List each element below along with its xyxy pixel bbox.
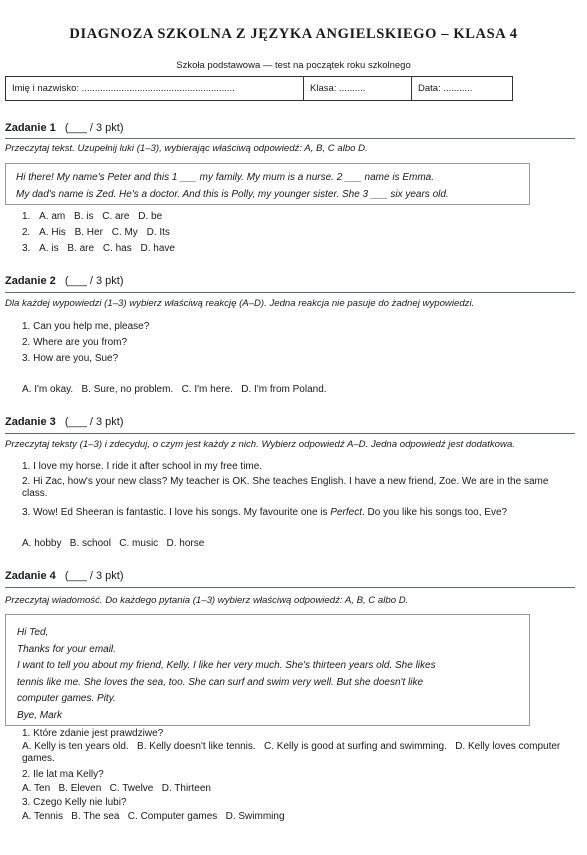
- task4-question-3-options: A. Tennis B. The sea C. Computer games D. Swimming: [22, 811, 285, 822]
- name-field[interactable]: Imię i nazwisko: ..........................................................: [12, 83, 235, 94]
- task3-text-3-start: 3. Wow! Ed Sheeran is fantastic. I love his songs. My favourite one is: [22, 507, 331, 518]
- option-b[interactable]: B. is: [74, 211, 94, 222]
- letter-line: Thanks for your email.: [17, 643, 116, 655]
- letter-line: I want to tell you about my friend, Kelly. I like her very much. She's thirteen years old. She likes: [17, 660, 436, 671]
- task1-text-line: Hi there! My name's Peter and this 1 ___ my family. My mum is a nurse. 2 ___ name is Emma.: [16, 172, 434, 183]
- task2-points: (___ / 3 pkt): [64, 275, 124, 287]
- task4-question-1: 1. Które zdanie jest prawdziwe?: [22, 728, 164, 739]
- task3-title: Zadanie 3: [5, 416, 56, 428]
- option-b[interactable]: B. Her: [74, 227, 103, 238]
- task2-instruction: Dla każdej wypowiedzi (1–3) wybierz właściwą reakcję (A–D). Jedna reakcja nie pasuje do żadnej wypowiedzi.: [5, 298, 475, 309]
- option-d[interactable]: D. Its: [146, 227, 170, 238]
- class-field[interactable]: Klasa: ..........: [310, 83, 366, 94]
- task1-rule: [5, 138, 575, 139]
- task2-heading: [5, 275, 124, 287]
- task4-letter-box: [5, 614, 530, 726]
- option-c[interactable]: C. has: [102, 243, 132, 254]
- song-title: Perfect: [330, 507, 362, 518]
- task2-answer-options: A. I'm okay. B. Sure, no problem. C. I'm here. D. I'm from Poland.: [22, 384, 327, 395]
- option-a[interactable]: A. am: [39, 211, 66, 222]
- option-c[interactable]: C. My: [111, 227, 138, 238]
- task4-points: (___ / 3 pkt): [64, 570, 124, 582]
- task2-title: Zadanie 2: [5, 275, 56, 287]
- date-field[interactable]: Data: ...........: [418, 83, 473, 94]
- task1-text-box: [5, 163, 530, 205]
- item-number: 1.: [22, 211, 31, 222]
- page-title: DIAGNOZA SZKOLNA Z JĘZYKA ANGIELSKIEGO – KLASA 4: [69, 26, 518, 42]
- task3-text-3: [22, 507, 507, 518]
- task3-answer-options: A. hobby B. school C. music D. horse: [22, 538, 205, 549]
- task4-question-1-options: A. Kelly is ten years old. B. Kelly doesn't like tennis. C. Kelly is good at surfing and swimming. D. Kelly loves computer games.: [22, 741, 564, 764]
- page-subtitle: Szkoła podstawowa — test na początek roku szkolnego: [176, 60, 411, 71]
- task3-points: (___ / 3 pkt): [64, 416, 124, 428]
- task3-heading: [5, 416, 124, 428]
- task1-option-row: [22, 227, 176, 238]
- item-number: 2.: [22, 227, 31, 238]
- task3-rule: [5, 433, 575, 434]
- task2-question: 2. Where are you from?: [22, 337, 128, 348]
- option-a[interactable]: A. is: [39, 243, 59, 254]
- task1-heading: [5, 122, 124, 134]
- task1-option-row: [22, 211, 168, 222]
- task4-question-2: 2. Ile lat ma Kelly?: [22, 769, 104, 780]
- task1-option-row: [22, 243, 181, 254]
- option-d[interactable]: D. have: [140, 243, 175, 254]
- item-number: 3.: [22, 243, 31, 254]
- task4-rule: [5, 587, 575, 588]
- task2-rule: [5, 292, 575, 293]
- task1-instruction: Przeczytaj tekst. Uzupełnij luki (1–3), wybierając właściwą odpowiedź: A, B, C albo D.: [5, 143, 368, 154]
- letter-line: Bye, Mark: [17, 709, 63, 721]
- task4-heading: [5, 570, 124, 582]
- student-info-box: [5, 76, 513, 101]
- letter-line: tennis like me. She loves the sea, too. She can surf and swim very well. But she doesn't like: [17, 676, 424, 688]
- task2-question: 1. Can you help me, please?: [22, 321, 150, 332]
- task3-text-3-end: . Do you like his songs too, Eve?: [361, 507, 508, 518]
- letter-line: computer games. Pity.: [17, 693, 116, 704]
- task3-instruction: Przeczytaj teksty (1–3) i zdecyduj, o czym jest każdy z nich. Wybierz odpowiedź A–D. Jedna odpowiedź jest dodatkowa.: [5, 439, 515, 450]
- option-c[interactable]: C. are: [102, 211, 130, 222]
- option-b[interactable]: B. are: [67, 243, 95, 254]
- task4-title: Zadanie 4: [5, 570, 56, 582]
- task3-text-1: 1. I love my horse. I ride it after school in my free time.: [22, 461, 263, 472]
- task3-text-2: 2. Hi Zac, how's your new class? My teacher is OK. She teaches English. I have a new friend, Zoe. We are in the same class.: [22, 476, 549, 499]
- option-d[interactable]: D. be: [138, 211, 163, 222]
- task1-text-line: My dad's name is Zed. He's a doctor. And this is Polly, my younger sister. She 3 ___ six years old.: [16, 188, 449, 200]
- letter-line: Hi Ted,: [17, 627, 49, 638]
- option-a[interactable]: A. His: [39, 227, 66, 238]
- task1-title: Zadanie 1: [5, 122, 56, 134]
- task2-question: 3. How are you, Sue?: [22, 353, 119, 364]
- task1-points: (___ / 3 pkt): [64, 122, 124, 134]
- task4-question-3: 3. Czego Kelly nie lubi?: [22, 797, 127, 808]
- task4-question-2-options: A. Ten B. Eleven C. Twelve D. Thirteen: [22, 783, 211, 794]
- task4-instruction: Przeczytaj wiadomość. Do każdego pytania (1–3) wybierz właściwą odpowiedź: A, B, C albo D.: [5, 595, 409, 606]
